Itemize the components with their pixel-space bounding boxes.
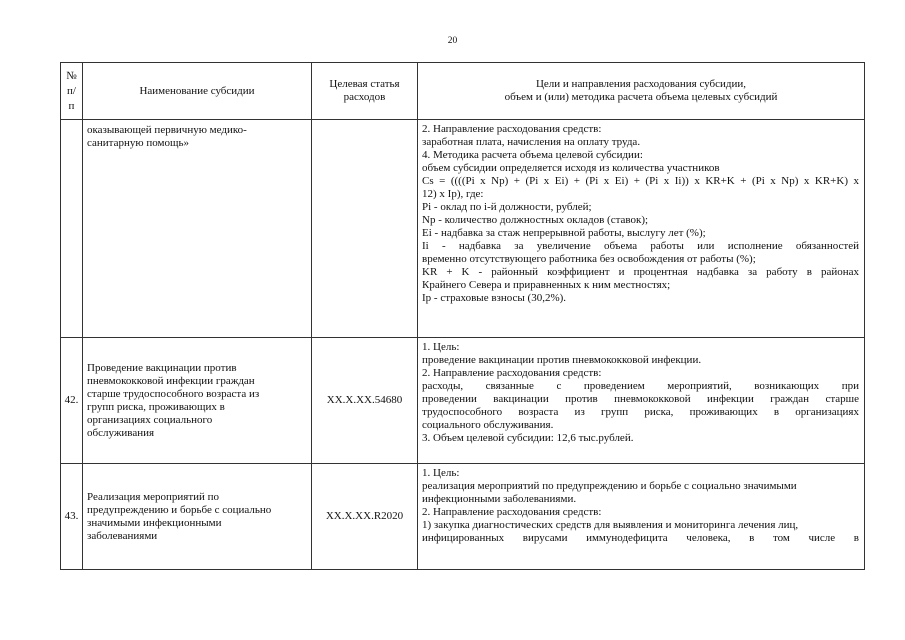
header-num: № п/ п (61, 63, 83, 120)
desc-line: проведении вакцинации против пневмококковой инфекции граждан старше (422, 393, 859, 405)
row-name: оказывающей первичную медико- санитарную помощь» (83, 120, 312, 338)
desc-line: социального обслуживания. (422, 419, 554, 431)
row-num (61, 120, 83, 338)
desc-line: заработная плата, начисления на оплату труда. (422, 136, 641, 148)
desc-line: Cs = ((((Pi x Np) + (Pi x Ei) + (Pi x Ei) + (Pi x Ii)) x KR+K + (Pi x Np) x KR+K) x (422, 175, 859, 187)
desc-line: Ip - страховые взносы (30,2%). (422, 292, 567, 304)
row-desc (418, 464, 865, 570)
row-name: Реализация мероприятий по предупреждению и борьбе с социально значимыми инфекционными заболеваниями (83, 464, 312, 570)
header-desc: Цели и направления расходования субсидии, объем и (или) методика расчета объема целевых субсидий (418, 63, 865, 120)
table-row (61, 338, 865, 464)
row-code: XX.X.XX.R2020 (312, 464, 418, 570)
desc-line: 2. Направление расходования средств: (422, 123, 602, 135)
desc-line: 12) x Ip), где: (422, 188, 484, 200)
desc-line: 1. Цель: (422, 467, 460, 479)
header-code: Целевая статья расходов (312, 63, 418, 120)
page-number: 20 (447, 36, 458, 46)
desc-line: проведение вакцинации против пневмококковой инфекции. (422, 354, 702, 366)
row-desc (418, 338, 865, 464)
desc-line: 2. Направление расходования средств: (422, 367, 602, 379)
desc-line: расходы, связанные с проведением мероприятий, возникающих при (422, 380, 859, 392)
row-num: 42. (61, 338, 83, 464)
row-name: Проведение вакцинации против пневмококковой инфекции граждан старше трудоспособного возраста из групп риска, проживающих в организациях социального обслуживания (83, 338, 312, 464)
subsidy-table (60, 62, 865, 570)
row-code (312, 120, 418, 338)
desc-line: трудоспособного возраста из групп риска, проживающих в организациях (422, 406, 859, 418)
table-row (61, 120, 865, 338)
row-desc (418, 120, 865, 338)
desc-line: 1) закупка диагностических средств для выявления и мониторинга лечения лиц, (422, 519, 799, 531)
table-header-row (61, 63, 865, 120)
desc-line: Pi - оклад по i-й должности, рублей; (422, 201, 592, 213)
desc-line: Ii - надбавка за увеличение объема работы или исполнение обязанностей (422, 240, 859, 252)
desc-line: 1. Цель: (422, 341, 460, 353)
desc-line: KR + K - районный коэффициент и процентная надбавка за работу в районах (422, 266, 859, 278)
desc-line: временно отсутствующего работника без освобождения от работы (%); (422, 253, 756, 265)
desc-line: 3. Объем целевой субсидии: 12,6 тыс.рублей. (422, 432, 634, 444)
row-num: 43. (61, 464, 83, 570)
row-code: XX.X.XX.54680 (312, 338, 418, 464)
desc-line: объем субсидии определяется исходя из количества участников (422, 162, 720, 174)
desc-line: Ei - надбавка за стаж непрерывной работы, выслугу лет (%); (422, 227, 706, 239)
desc-line: инфекционными заболеваниями. (422, 493, 577, 505)
table-row (61, 464, 865, 570)
desc-line: 2. Направление расходования средств: (422, 506, 602, 518)
desc-line: реализация мероприятий по предупреждению и борьбе с социально значимыми (422, 480, 797, 492)
desc-line: 4. Методика расчета объема целевой субсидии: (422, 149, 643, 161)
desc-line: инфицированных вирусами иммунодефицита человека, в том числе в (422, 532, 859, 544)
desc-line: Np - количество должностных окладов (ставок); (422, 214, 649, 226)
desc-line: Крайнего Севера и приравненных к ним местностях; (422, 279, 671, 291)
header-name: Наименование субсидии (83, 63, 312, 120)
